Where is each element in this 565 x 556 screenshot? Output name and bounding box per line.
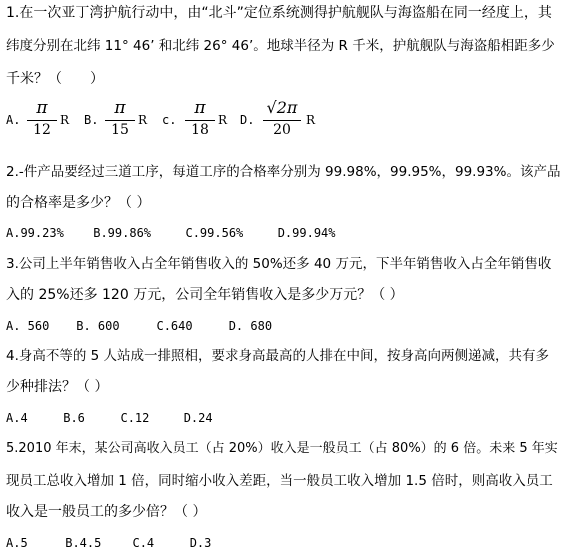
q2-option-c: C.99.56% xyxy=(185,226,244,240)
q1-options: A. π 12 R B. π 15 R c. π 18 R D. √2π 20 R xyxy=(6,96,386,146)
q1-line-2: 纬度分别在北纬 11° 46’ 和北纬 26° 46’。地球半径为 R 千米，护航舰队与海盗船相距多少 xyxy=(6,38,555,54)
q2-line-2: 的合格率是多少？（ ） xyxy=(6,195,151,211)
q3-line-1: 3.公司上半年销售收入占全年销售收入的 50%还多 40 万元，下半年销售收入占全年销售收 xyxy=(6,256,552,272)
q5-line-1: 5.2010 年末，某公司高收入员工（占 20%）收入是一般员工（占 80%）的 6 倍。未来 5 年实 xyxy=(6,441,558,456)
q2-option-d: D.99.94% xyxy=(277,226,336,240)
q1-line-1: 1.在一次亚丁湾护航行动中，由“北斗”定位系统测得护航舰队与海盗船在同一经度上，其 xyxy=(6,5,552,21)
q3-option-c: C.640 xyxy=(156,319,193,333)
q1-option-d-fraction: √2π 20 xyxy=(260,96,304,146)
q3-line-2: 入的 25%还多 120 万元，公司全年销售收入是多少万元？（ ） xyxy=(6,287,404,303)
q3-option-a: A. 560 xyxy=(6,319,50,333)
q1-line-3: 千米？（ ） xyxy=(6,71,104,87)
q4-option-c: C.12 xyxy=(120,411,150,425)
q5-option-a: A.5 xyxy=(6,536,28,550)
q5-line-3: 收入是一般员工的多少倍？（ ） xyxy=(6,504,207,520)
q4-options xyxy=(6,410,213,426)
q3-option-d: D. 680 xyxy=(228,319,273,333)
q3-options xyxy=(6,318,272,334)
q5-option-b: B.4.5 xyxy=(65,536,102,550)
q1-option-c-fraction: π 18 xyxy=(182,96,218,146)
q5-option-c: C.4 xyxy=(132,536,155,550)
q3-option-b: B. 600 xyxy=(76,319,120,333)
q4-option-a: A.4 xyxy=(6,411,28,425)
q2-option-b: B.99.86% xyxy=(93,226,152,240)
q1-option-b-fraction: π 15 xyxy=(102,96,138,146)
q4-line-1: 4.身高不等的 5 人站成一排照相，要求身高最高的人排在中间，按身高向两侧递减，共有多 xyxy=(6,348,550,364)
q2-option-a: A.99.23% xyxy=(6,226,64,240)
q2-options xyxy=(6,225,336,241)
q5-options xyxy=(6,535,211,551)
q5-option-d: D.3 xyxy=(189,536,212,550)
q4-line-2: 少种排法？（ ） xyxy=(6,379,109,395)
q1-option-a-fraction: π 12 xyxy=(24,96,60,146)
q4-option-d: D.24 xyxy=(183,411,213,425)
q2-line-1: 2.-件产品要经过三道工序，每道工序的合格率分别为 99.98%，99.95%，99.93%。该产品 xyxy=(6,164,561,180)
q5-line-2: 现员工总收入增加 1 倍，同时缩小收入差距，当一般员工收入增加 1.5 倍时，则高收入员工 xyxy=(6,473,553,489)
q4-option-b: B.6 xyxy=(63,411,85,425)
